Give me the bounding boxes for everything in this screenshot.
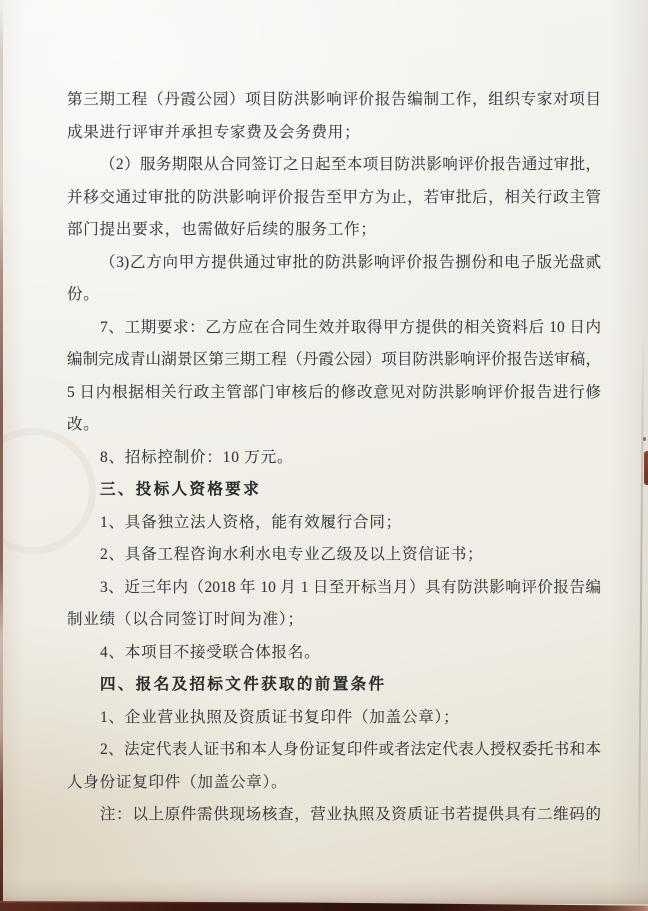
- text-line: 并移交通过审批的防洪影响评价报告至甲方为止，若审批后，相关行政主管: [67, 188, 601, 206]
- paper-left-edge-shadow: [0, 0, 3, 911]
- text-line: 注：以上原件需供现场核查，营业执照及资质证书若提供具有二维码的: [100, 806, 601, 823]
- red-dot-right-edge: [643, 437, 646, 441]
- text-line: 2、法定代表人证书和本人身份证复印件或者法定代表人授权委托书和本: [100, 741, 601, 758]
- text-line: 份。: [67, 286, 100, 303]
- text-line: 4、本项目不接受联合体报名。: [100, 643, 321, 661]
- text-line: 5 日内根据相关行政主管部门审核后的修改意见对防洪影响评价报告进行修: [67, 383, 601, 401]
- text-line: 2、具备工程咨询水利水电专业乙级及以上资信证书；: [100, 546, 484, 563]
- text-line: （3)乙方向甲方提供通过审批的防洪影响评价报告捌份和电子版光盘贰: [100, 253, 601, 271]
- text-line: 8、招标控制价：10 万元。: [100, 448, 294, 466]
- text-line: 成果进行评审并承担专家费及会务费用；: [67, 123, 361, 141]
- text-line: 改。: [67, 416, 100, 433]
- text-line: 人身份证复印件（加盖公章）。: [67, 773, 288, 791]
- text-line: 1、具备独立法人资格，能有效履行合同；: [100, 513, 402, 531]
- text-line: 7、工期要求：乙方应在合同生效并取得甲方提供的相关资料后 10 日内: [100, 318, 601, 336]
- text-line: 四、报名及招标文件获取的前置条件: [100, 676, 387, 693]
- text-line: （2）服务期限从合同签订之日起至本项目防洪影响评价报告通过审批，: [100, 156, 601, 173]
- text-line: 3、近三年内（2018 年 10 月 1 日至开标当月）具有防洪影响评价报告编: [100, 578, 601, 596]
- text-line: 编制完成青山湖景区第三期工程（丹霞公园）项目防洪影响评价报告送审稿，: [67, 351, 601, 368]
- red-mark-right-edge: [644, 451, 648, 485]
- text-line: 三、投标人资格要求: [100, 481, 262, 498]
- text-line: 部门提出要求，也需做好后续的服务工作；: [67, 221, 377, 238]
- text-line: 制业绩（以合同签订时间为准）；: [67, 611, 304, 628]
- text-line: 1、企业营业执照及资质证书复印件（加盖公章）；: [100, 708, 460, 726]
- text-line: 第三期工程（丹霞公园）项目防洪影响评价报告编制工作，组织专家对项目: [67, 91, 601, 108]
- document-text: [67, 84, 601, 832]
- paper-bottom-shadow: [0, 878, 648, 904]
